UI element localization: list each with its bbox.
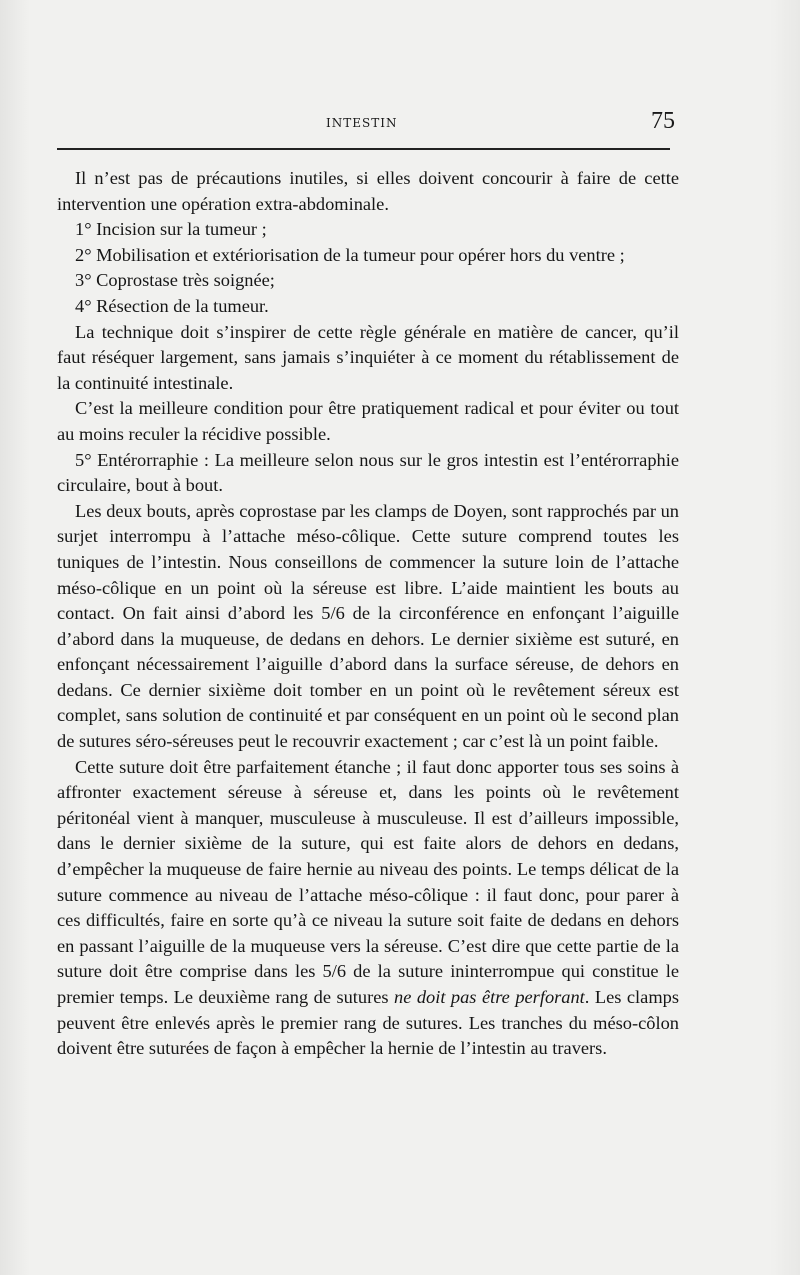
list-item-2: 2° Mobilisation et extériorisation de la tumeur pour opérer hors du ventre ; (75, 244, 625, 265)
paragraph-suture-tightness (57, 755, 679, 1062)
paragraph-intro: Il n’est pas de précautions inutiles, si elles doivent concourir à faire de cette intervention une opération extra-abdominale. (57, 168, 679, 214)
paragraph-condition: C’est la meilleure condition pour être pratiquement radical et pour éviter ou tout au moins reculer la récidive possible. (57, 398, 679, 444)
list-item-5: 5° Entérorraphie : La meilleure selon nous sur le gros intestin est l’entérorraphie circulaire, bout à bout. (57, 449, 679, 496)
page-number: 75 (651, 108, 675, 134)
paragraph-suture-method: Les deux bouts, après coprostase par les clamps de Doyen, sont rapprochés par un surjet interrompu à l’attache méso-côlique. Cette suture comprend toutes les tuniques de l’intestin. Nous conseillons de commencer la suture loin de l’attache méso-côlique en un point où la séreuse est libre. L’aide maintient les bouts au contact. On fait ainsi d’abord les 5/6 de la circonférence en enfonçant l’aiguille d’abord dans la muqueuse, de dedans en dehors. Le dernier sixième est suturé, en enfonçant nécessairement l’aiguille d’abord dans la surface séreuse, de dehors en dedans. Ce dernier sixième doit tomber en un point où le revêtement séreux est complet, sans solution de continuité et par conséquent en un point où le second plan de sutures séro-séreuses peut le recouvrir exactement ; car c’est là un point faible. (57, 500, 679, 752)
text-run: Cette suture doit être parfaitement étanche ; il faut donc apporter tous ses soins à affronter exactement séreuse à séreuse et, dans les points où le revêtement péritonéal vient à manquer, musculeuse à musculeuse. Il est d’ailleurs impossible, dans le dernier sixième de la suture, qui est faite alors de dehors en dedans, d’empêcher la muqueuse de faire hernie au niveau des points. Le temps délicat de la suture commence au niveau de l’attache méso-côlique : il faut donc, pour parer à ces difficultés, faire en sorte qu’à ce niveau la suture soit faite de dedans en dehors en passant l’aiguille de la muqueuse vers la séreuse. C’est dire que cette partie de la suture doit être comprise dans les 5/6 de la suture ininterrompue qui constitue le premier temps. Le deuxième rang de sutures (57, 756, 679, 1007)
body-text (57, 166, 679, 1062)
running-title: INTESTIN (326, 116, 398, 130)
italic-emphasis: ne doit pas être perforant (394, 987, 585, 1007)
list-item-1: 1° Incision sur la tumeur ; (75, 219, 267, 240)
header-rule (57, 148, 670, 150)
text-run: . Les clamps peuvent être enlevés après le premier rang de sutures. Les tranches du méso-côlon doivent être suturées de façon à empêcher la hernie de l’intestin au travers. (57, 987, 679, 1059)
list-item-3: 3° Coprostase très soignée; (75, 270, 275, 291)
paragraph-technique: La technique doit s’inspirer de cette règle générale en matière de cancer, qu’il faut réséquer largement, sans jamais s’inquiéter à ce moment du rétablissement de la continuité intestinale. (57, 321, 679, 393)
list-item-4: 4° Résection de la tumeur. (75, 295, 269, 316)
